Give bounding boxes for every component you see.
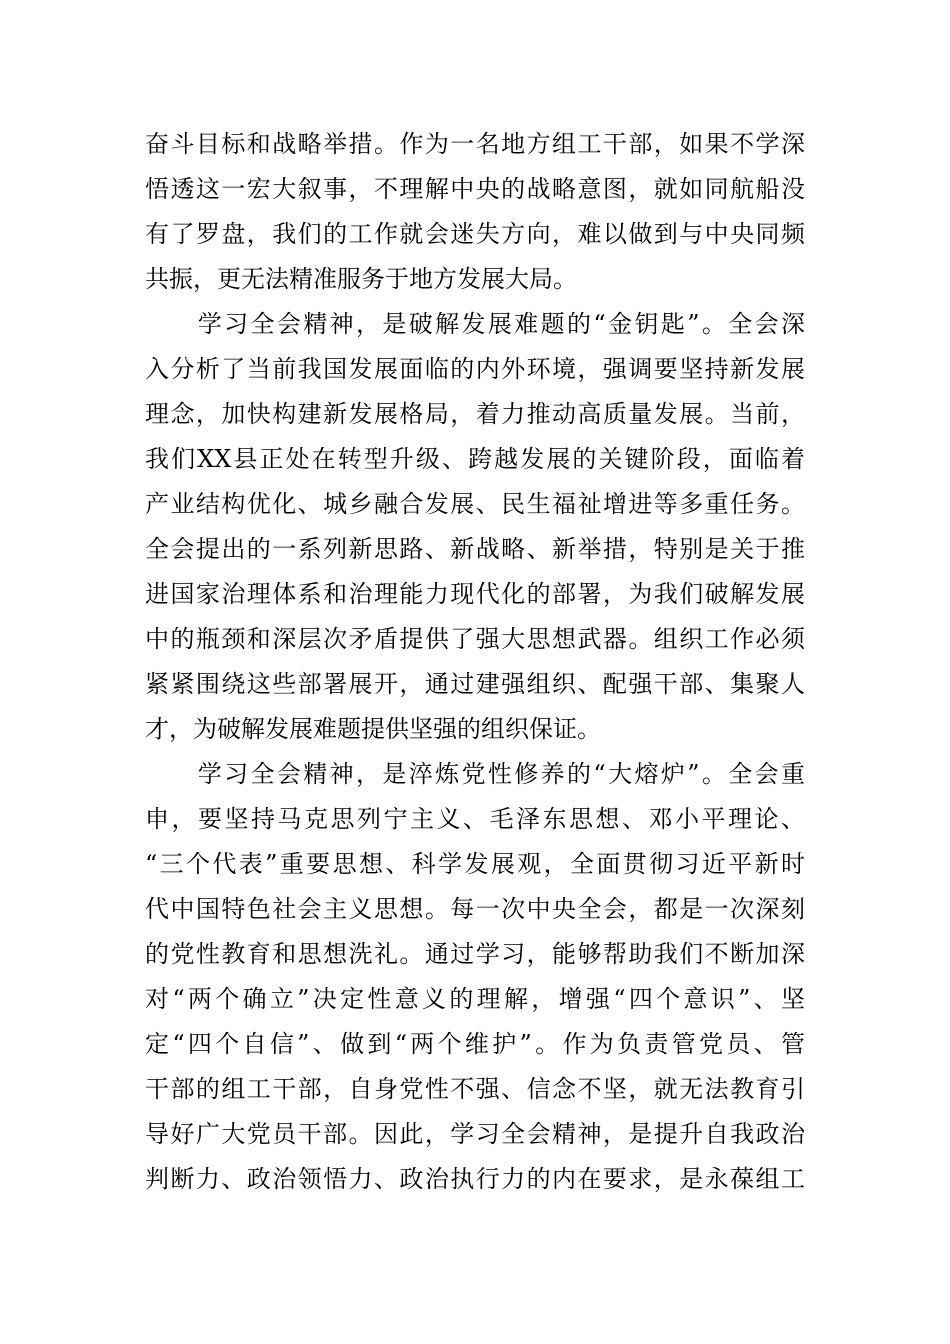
text-line: 入分析了当前我国发展面临的内外环境，强调要坚持新发展 xyxy=(145,355,805,383)
text-line: “三个代表”重要思想、科学发展观，全面贯彻习近平新时 xyxy=(145,850,805,878)
text-line: 学习全会精神，是淬炼党性修养的“大熔炉”。全会重 xyxy=(145,760,805,788)
text-line: 的党性教育和思想洗礼。通过学习，能够帮助我们不断加深 xyxy=(145,940,805,968)
text-line: 理念，加快构建新发展格局，着力推动高质量发展。当前， xyxy=(145,400,805,428)
text-line: 全会提出的一系列新思路、新战略、新举措，特别是关于推 xyxy=(145,535,805,563)
text-line: 代中国特色社会主义思想。每一次中央全会，都是一次深刻 xyxy=(145,895,805,923)
text-line: 产业结构优化、城乡融合发展、民生福祉增进等多重任务。 xyxy=(145,490,805,518)
text-line: 悟透这一宏大叙事，不理解中央的战略意图，就如同航船没 xyxy=(145,175,805,203)
text-line: 申，要坚持马克思列宁主义、毛泽东思想、邓小平理论、 xyxy=(145,805,805,833)
text-line: 干部的组工干部，自身党性不强、信念不坚，就无法教育引 xyxy=(145,1075,805,1103)
text-line: 判断力、政治领悟力、政治执行力的内在要求，是永葆组工 xyxy=(145,1165,805,1193)
text-line: 导好广大党员干部。因此，学习全会精神，是提升自我政治 xyxy=(145,1120,805,1148)
text-line: 定“四个自信”、做到“两个维护”。作为负责管党员、管 xyxy=(145,1030,805,1058)
text-line: 共振，更无法精准服务于地方发展大局。 xyxy=(145,265,577,293)
text-line: 紧紧围绕这些部署展开，通过建强组织、配强干部、集聚人 xyxy=(145,670,805,698)
paragraph xyxy=(145,122,805,302)
paragraph xyxy=(145,302,805,752)
text-line: 对“两个确立”决定性意义的理解，增强“四个意识”、坚 xyxy=(145,985,805,1013)
text-line: 学习全会精神，是破解发展难题的“金钥匙”。全会深 xyxy=(145,310,805,338)
text-line: 进国家治理体系和治理能力现代化的部署，为我们破解发展 xyxy=(145,580,805,608)
text-line: 才，为破解发展难题提供坚强的组织保证。 xyxy=(145,715,601,743)
document-body xyxy=(145,122,805,1202)
text-line: 有了罗盘，我们的工作就会迷失方向，难以做到与中央同频 xyxy=(145,220,805,248)
text-line: 奋斗目标和战略举措。作为一名地方组工干部，如果不学深 xyxy=(145,130,805,158)
text-line: 中的瓶颈和深层次矛盾提供了强大思想武器。组织工作必须 xyxy=(145,625,805,653)
paragraph xyxy=(145,752,805,1202)
text-line: 我们XX县正处在转型升级、跨越发展的关键阶段，面临着 xyxy=(145,445,805,473)
